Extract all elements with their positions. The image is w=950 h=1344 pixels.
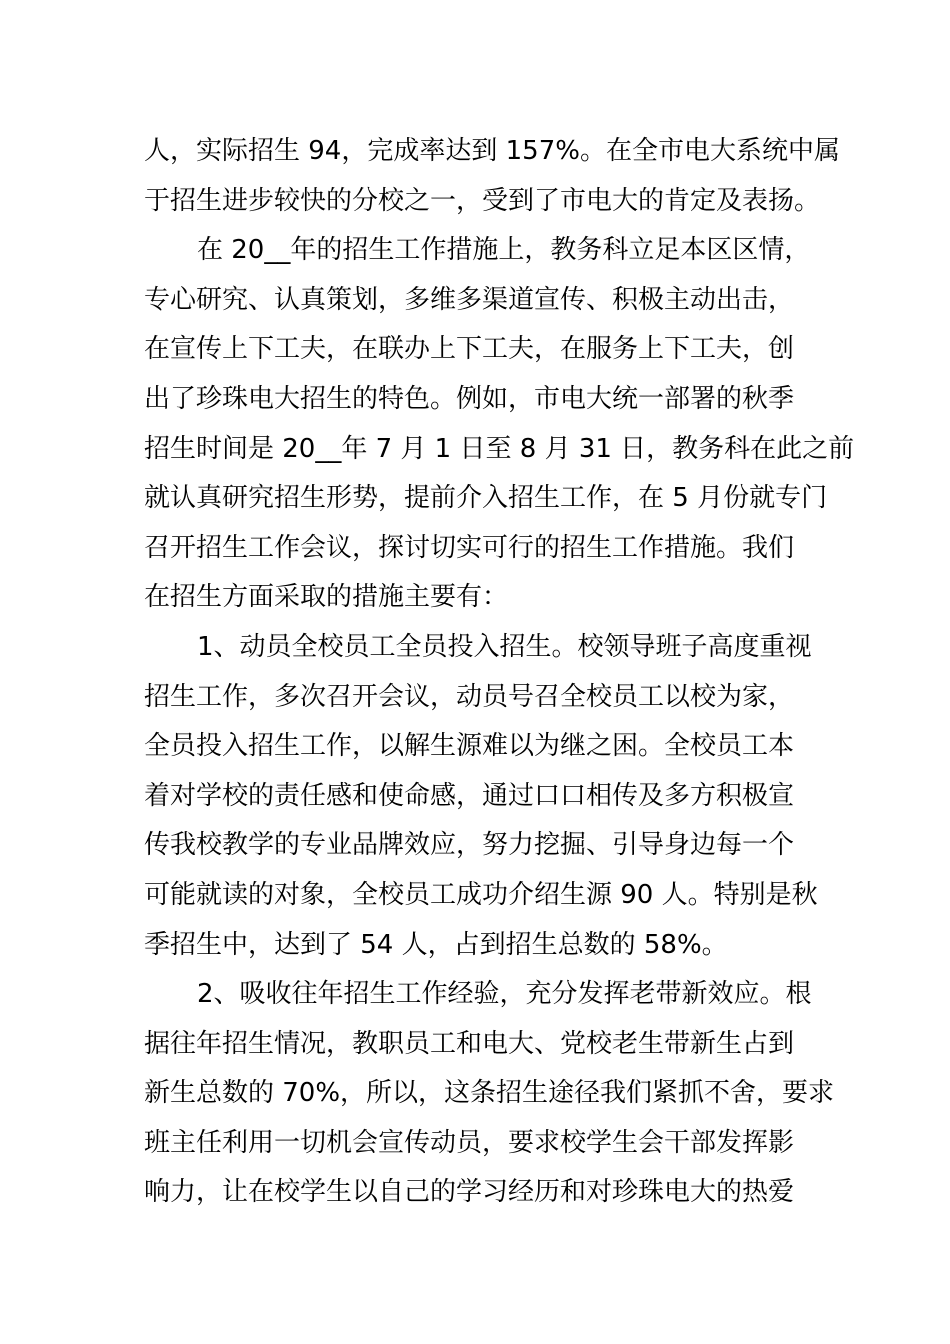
- text-line-2: 于招生进步较快的分校之一，受到了市电大的肯定及表扬。: [144, 185, 821, 216]
- text-line-15: 传我校教学的专业品牌效应，努力挖掘、引导身边每一个: [144, 830, 795, 861]
- text-line-18: 2、吸收往年招生工作经验，充分发挥老带新效应。根: [197, 979, 812, 1010]
- text-line-1: 人，实际招生 94，完成率达到 157%。在全市电大系统中属: [144, 136, 840, 166]
- text-line-5: 在宣传上下工夫，在联办上下工夫，在服务上下工夫，创: [144, 334, 795, 365]
- text-line-11: 1、动员全校员工全员投入招生。校领导班子高度重视: [197, 631, 812, 662]
- text-line-8: 就认真研究招生形势，提前介入招生工作，在 5 月份就专门: [144, 483, 828, 514]
- text-line-21: 班主任利用一切机会宣传动员，要求校学生会干部发挥影: [144, 1127, 795, 1158]
- text-line-19: 据往年招生情况，教职员工和电大、党校老生带新生占到: [144, 1028, 795, 1059]
- document-body: [144, 127, 855, 1218]
- text-line-13: 全员投入招生工作，以解生源难以为继之困。全校员工本: [144, 731, 795, 762]
- text-line-12: 招生工作，多次召开会议，动员号召全校员工以校为家，: [144, 681, 795, 712]
- text-line-10: 在招生方面采取的措施主要有：: [144, 582, 509, 613]
- text-line-7: 招生时间是 20__年 7 月 1 日至 8 月 31 日，教务科在此之前: [144, 433, 855, 464]
- text-line-6: 出了珍珠电大招生的特色。例如，市电大统一部署的秋季: [144, 383, 795, 414]
- text-line-22: 响力，让在校学生以自己的学习经历和对珍珠电大的热爱: [144, 1177, 795, 1208]
- text-line-9: 召开招生工作会议，探讨切实可行的招生工作措施。我们: [144, 532, 795, 563]
- text-line-14: 着对学校的责任感和使命感，通过口口相传及多方积极宣: [144, 780, 795, 811]
- text-line-20: 新生总数的 70%，所以，这条招生途径我们紧抓不舍，要求: [144, 1078, 835, 1109]
- text-line-3: 在 20__年的招生工作措施上，教务科立足本区区情，: [197, 235, 811, 266]
- text-line-17: 季招生中，达到了 54 人，占到招生总数的 58%。: [144, 929, 728, 960]
- text-line-16: 可能就读的对象，全校员工成功介绍生源 90 人。特别是秋: [144, 879, 818, 910]
- text-line-4: 专心研究、认真策划，多维多渠道宣传、积极主动出击，: [144, 284, 795, 315]
